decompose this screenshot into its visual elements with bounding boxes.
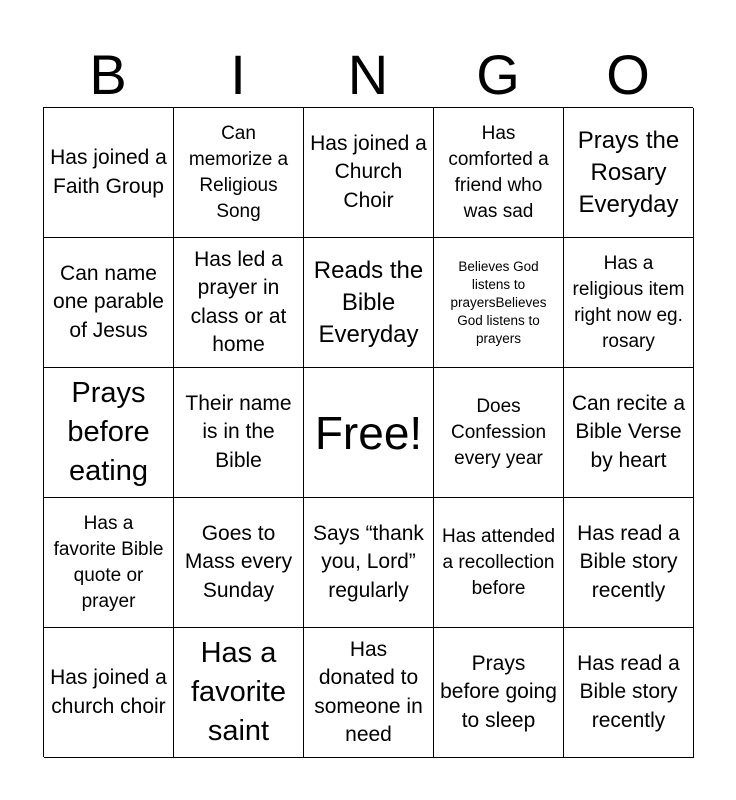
- header-letter-n: N: [347, 43, 389, 106]
- bingo-cell[interactable]: [44, 238, 174, 368]
- bingo-cell[interactable]: [174, 368, 304, 498]
- bingo-cell[interactable]: [434, 368, 564, 498]
- bingo-grid: [43, 107, 693, 757]
- header-letter-i: I: [230, 43, 246, 106]
- cell-text: Reads the Bible Everyday: [313, 256, 424, 348]
- cell-text: Can recite a Bible Verse by heart: [571, 391, 686, 472]
- cell-text: Has comforted a friend who was sad: [448, 122, 549, 222]
- cell-text: Can name one parable of Jesus: [53, 261, 164, 342]
- cell-text: Says “thank you, Lord” regularly: [313, 521, 424, 602]
- bingo-cell[interactable]: [434, 238, 564, 368]
- cell-text: Has joined a Church Choir: [310, 131, 427, 212]
- bingo-cell[interactable]: [564, 628, 694, 758]
- bingo-cell[interactable]: [304, 498, 434, 628]
- cell-text: Prays the Rosary Everyday: [577, 126, 680, 218]
- cell-text: Can memorize a Religious Song: [188, 122, 289, 222]
- bingo-header: [43, 42, 693, 108]
- cell-text: Has a religious item right now eg. rosary: [572, 252, 685, 352]
- bingo-cell[interactable]: [564, 368, 694, 498]
- free-space[interactable]: [304, 368, 434, 498]
- bingo-cell[interactable]: [304, 238, 434, 368]
- cell-text: Has read a Bible story recently: [577, 651, 680, 732]
- cell-text: Has led a prayer in class or at home: [190, 247, 287, 356]
- bingo-cell[interactable]: [174, 628, 304, 758]
- cell-text: Prays before going to sleep: [440, 651, 557, 732]
- cell-text: Has joined a church choir: [50, 666, 167, 718]
- bingo-cell[interactable]: [44, 498, 174, 628]
- bingo-cell[interactable]: [434, 108, 564, 238]
- cell-text: Believes God listens to prayersBelieves God listens to prayers: [450, 258, 547, 346]
- header-letter-o: O: [606, 43, 650, 106]
- bingo-cell[interactable]: [44, 628, 174, 758]
- bingo-cell[interactable]: [174, 108, 304, 238]
- cell-text: Their name is in the Bible: [185, 391, 292, 472]
- cell-text: Prays before eating: [67, 377, 150, 487]
- cell-text: Free!: [314, 406, 423, 459]
- bingo-cell[interactable]: [44, 368, 174, 498]
- cell-text: Has a favorite saint: [190, 637, 287, 747]
- cell-text: Has attended a recollection before: [441, 525, 556, 599]
- header-letter-g: G: [476, 43, 520, 106]
- bingo-cell[interactable]: [564, 238, 694, 368]
- cell-text: Goes to Mass every Sunday: [184, 521, 293, 602]
- bingo-cell[interactable]: [44, 108, 174, 238]
- bingo-cell[interactable]: [174, 498, 304, 628]
- bingo-cell[interactable]: [564, 498, 694, 628]
- bingo-cell[interactable]: [304, 108, 434, 238]
- bingo-cell[interactable]: [304, 628, 434, 758]
- bingo-cell[interactable]: [434, 628, 564, 758]
- cell-text: Has a favorite Bible quote or prayer: [53, 512, 164, 612]
- bingo-cell[interactable]: [434, 498, 564, 628]
- bingo-cell[interactable]: [564, 108, 694, 238]
- cell-text: Does Confession every year: [450, 395, 547, 469]
- cell-text: Has donated to someone in need: [314, 637, 423, 746]
- bingo-cell[interactable]: [174, 238, 304, 368]
- header-letter-b: B: [89, 43, 127, 106]
- cell-text: Has read a Bible story recently: [577, 521, 680, 602]
- cell-text: Has joined a Faith Group: [50, 146, 167, 198]
